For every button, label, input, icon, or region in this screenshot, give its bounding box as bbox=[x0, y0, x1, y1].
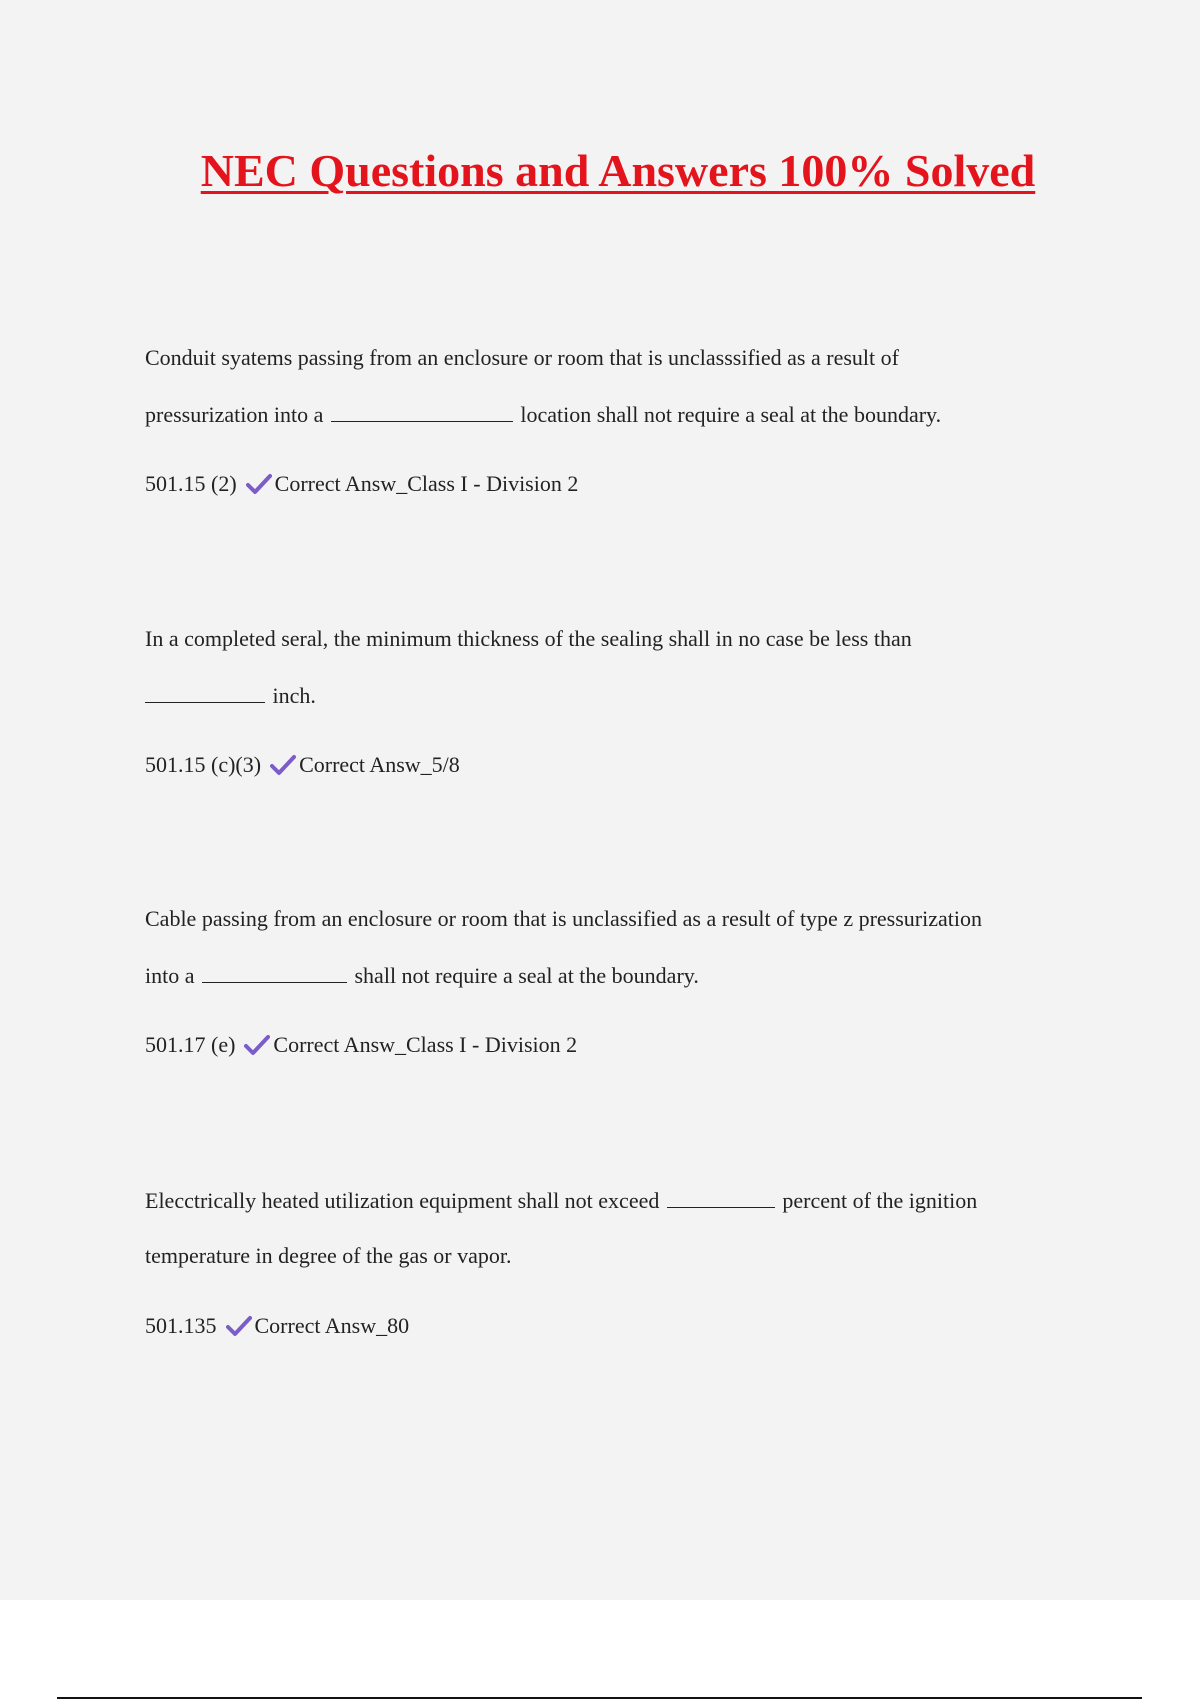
footer-divider bbox=[57, 1697, 1142, 1699]
question-4-text-after-blank: percent of the ignition bbox=[782, 1188, 978, 1213]
check-icon bbox=[226, 1315, 252, 1337]
question-4-line-1 bbox=[145, 1187, 1085, 1213]
question-4-line-2: temperature in degree of the gas or vapor. bbox=[145, 1243, 512, 1268]
question-1-text-before-blank: pressurization into a bbox=[145, 402, 324, 427]
question-2-line-2 bbox=[145, 682, 1085, 708]
document-title: NEC Questions and Answers 100% Solved bbox=[200, 145, 1036, 196]
check-icon bbox=[246, 473, 272, 495]
question-4-text-before-blank: Elecctrically heated utilization equipment shall not exceed bbox=[145, 1188, 660, 1213]
qa-item-4 bbox=[145, 1187, 1085, 1339]
answer-1-reference: 501.15 (2) bbox=[145, 471, 237, 496]
question-3-line-2 bbox=[145, 962, 1085, 988]
check-icon bbox=[270, 754, 296, 776]
answer-2 bbox=[145, 752, 1085, 778]
question-1-line-1: Conduit syatems passing from an enclosure or room that is unclasssified as a result of bbox=[145, 345, 899, 370]
answer-1-text: Correct Answ_Class I - Division 2 bbox=[274, 471, 579, 496]
answer-blank bbox=[145, 682, 265, 703]
answer-4-reference: 501.135 bbox=[145, 1313, 217, 1338]
answer-2-reference: 501.15 (c)(3) bbox=[145, 752, 262, 777]
answer-3-text: Correct Answ_Class I - Division 2 bbox=[273, 1032, 578, 1057]
answer-blank bbox=[331, 401, 513, 422]
qa-item-2 bbox=[145, 626, 1085, 778]
answer-3 bbox=[145, 1032, 1085, 1058]
qa-item-3 bbox=[145, 906, 1085, 1058]
question-3-line-1: Cable passing from an enclosure or room that is unclassified as a result of type z pressurization bbox=[145, 906, 982, 931]
question-1-text-after-blank: location shall not require a seal at the boundary. bbox=[520, 402, 942, 427]
answer-1 bbox=[145, 471, 1085, 497]
answer-blank bbox=[202, 962, 347, 983]
question-3-text-before-blank: into a bbox=[145, 963, 195, 988]
answer-4 bbox=[145, 1313, 1085, 1339]
question-3-text-after-blank: shall not require a seal at the boundary. bbox=[354, 963, 699, 988]
qa-item-1 bbox=[145, 345, 1085, 497]
answer-4-text: Correct Answ_80 bbox=[254, 1313, 410, 1338]
answer-3-reference: 501.17 (e) bbox=[145, 1032, 236, 1057]
question-2-text-after-blank: inch. bbox=[272, 683, 316, 708]
check-icon bbox=[244, 1034, 270, 1056]
question-2-line-1: In a completed seral, the minimum thickness of the sealing shall in no case be less than bbox=[145, 626, 912, 651]
answer-blank bbox=[667, 1187, 775, 1208]
answer-2-text: Correct Answ_5/8 bbox=[299, 752, 460, 777]
question-1-line-2 bbox=[145, 401, 1085, 427]
